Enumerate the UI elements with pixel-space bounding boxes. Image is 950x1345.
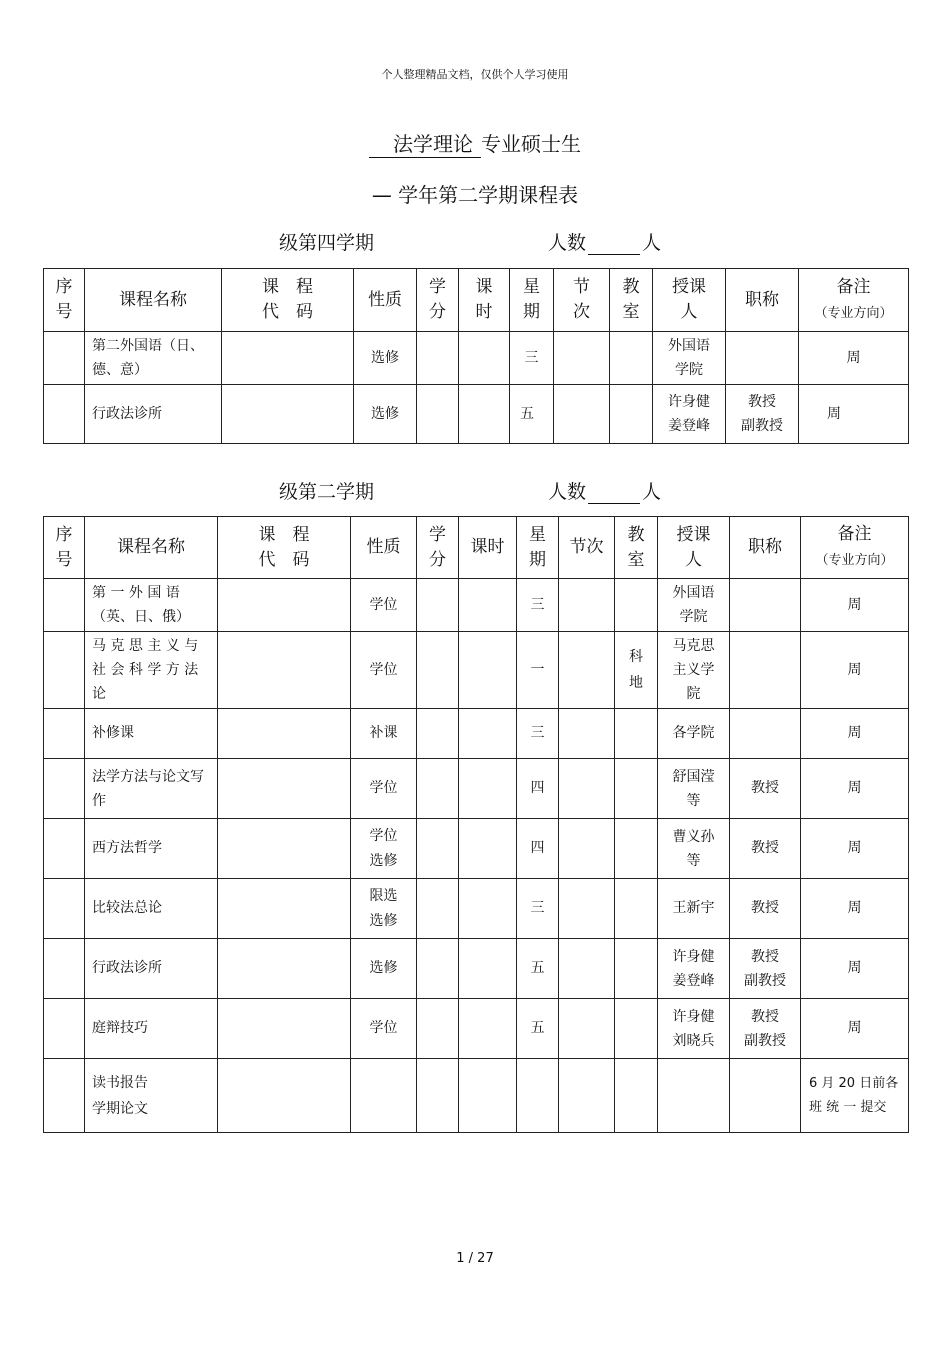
cell-hours (459, 879, 517, 939)
cell-title (726, 332, 799, 385)
section1-count (548, 228, 661, 255)
cell-seq (44, 709, 85, 759)
cell-type: 选修 (351, 939, 417, 999)
cell-name: 补修课 (85, 709, 218, 759)
cell-room (615, 819, 658, 879)
cell-day: 五 (517, 939, 559, 999)
cell-title: 教授 (730, 759, 801, 819)
cell-type: 选修 (354, 332, 417, 385)
cell-period (559, 879, 615, 939)
cell-day: 四 (517, 759, 559, 819)
table-row (44, 385, 909, 444)
cell-name: 西方法哲学 (85, 819, 218, 879)
cell-note: 周 (799, 385, 909, 444)
cell-period (559, 999, 615, 1059)
cell-code (218, 1059, 351, 1133)
cell-note: 6 月 20 日前各 班 统 一 提交 (801, 1059, 909, 1133)
cell-title (730, 709, 801, 759)
cell-note: 周 (801, 579, 909, 632)
cell-teacher: 许身健 姜登峰 (653, 385, 726, 444)
cell-note: 周 (801, 632, 909, 709)
cell-day: 四 (517, 819, 559, 879)
cell-period (559, 709, 615, 759)
cell-hours (459, 709, 517, 759)
cell-credit (417, 939, 459, 999)
cell-day: 一 (517, 632, 559, 709)
header-note: 个人整理精品文档，仅供个人学习使用 (381, 68, 569, 81)
cell-seq (44, 879, 85, 939)
col-credit: 学分 (417, 517, 459, 579)
cell-seq (44, 632, 85, 709)
table-row (44, 632, 909, 709)
cell-code (218, 879, 351, 939)
col-day: 星期 (510, 269, 554, 332)
col-code: 课 程 代 码 (222, 269, 354, 332)
cell-title: 教授 副教授 (726, 385, 799, 444)
cell-teacher: 许身健 刘晓兵 (658, 999, 730, 1059)
col-note (799, 269, 909, 332)
cell-credit (417, 385, 459, 444)
cell-credit (417, 759, 459, 819)
count-unit: 人 (642, 232, 662, 254)
cell-type: 学位 (351, 759, 417, 819)
cell-code (218, 819, 351, 879)
cell-credit (417, 709, 459, 759)
cell-hours (459, 1059, 517, 1133)
col-day: 星期 (517, 517, 559, 579)
section1-label: 级第四学期 (279, 232, 375, 254)
cell-teacher: 马克思主义学院 (658, 632, 730, 709)
cell-credit (417, 579, 459, 632)
cell-note: 周 (801, 819, 909, 879)
table-row (44, 759, 909, 819)
table-row (44, 879, 909, 939)
cell-hours (459, 385, 510, 444)
cell-credit (417, 819, 459, 879)
cell-type: 学位 (351, 579, 417, 632)
cell-credit (417, 632, 459, 709)
cell-seq (44, 385, 85, 444)
cell-credit (417, 999, 459, 1059)
cell-name: 第 一 外 国 语（英、日、俄） (85, 579, 218, 632)
cell-code (218, 579, 351, 632)
cell-name: 第二外国语（日、德、意） (85, 332, 222, 385)
cell-room (610, 332, 653, 385)
cell-hours (459, 939, 517, 999)
col-seq: 序号 (44, 517, 85, 579)
cell-day: 三 (510, 332, 554, 385)
col-period: 节次 (554, 269, 610, 332)
cell-hours (459, 819, 517, 879)
cell-seq (44, 759, 85, 819)
cell-room (615, 999, 658, 1059)
col-note (801, 517, 909, 579)
cell-teacher: 王新宇 (658, 879, 730, 939)
cell-room (615, 579, 658, 632)
cell-teacher: 舒国滢等 (658, 759, 730, 819)
cell-day: 五 (517, 999, 559, 1059)
section2-count (548, 477, 661, 504)
col-name: 课程名称 (85, 269, 222, 332)
col-type: 性质 (354, 269, 417, 332)
cell-period (559, 939, 615, 999)
cell-day (517, 1059, 559, 1133)
cell-name: 法学方法与论文写作 (85, 759, 218, 819)
cell-period (559, 1059, 615, 1133)
cell-period (559, 759, 615, 819)
cell-seq (44, 819, 85, 879)
col-name: 课程名称 (85, 517, 218, 579)
cell-note: 周 (801, 879, 909, 939)
cell-title: 教授 副教授 (730, 999, 801, 1059)
cell-title: 教授 副教授 (730, 939, 801, 999)
cell-code (218, 632, 351, 709)
major-name: 法学理论 (369, 128, 481, 158)
cell-room (615, 1059, 658, 1133)
col-hours: 课时 (459, 269, 510, 332)
col-type: 性质 (351, 517, 417, 579)
col-title: 职称 (726, 269, 799, 332)
table-row (44, 819, 909, 879)
cell-seq (44, 1059, 85, 1133)
page-title (0, 128, 950, 158)
cell-note: 周 (799, 332, 909, 385)
col-room: 教室 (615, 517, 658, 579)
cell-type: 选修 (354, 385, 417, 444)
cell-name: 行政法诊所 (85, 939, 218, 999)
col-hours: 课时 (459, 517, 517, 579)
col-teacher: 授课人 (658, 517, 730, 579)
cell-name: 庭辩技巧 (85, 999, 218, 1059)
cell-credit (417, 1059, 459, 1133)
col-seq: 序号 (44, 269, 85, 332)
col-note-label: 备注 (837, 524, 872, 544)
cell-type: 限选选修 (351, 879, 417, 939)
cell-room (615, 879, 658, 939)
cell-hours (459, 759, 517, 819)
cell-type: 学位 (351, 999, 417, 1059)
cell-note: 周 (801, 999, 909, 1059)
cell-teacher: 外国语学院 (658, 579, 730, 632)
col-note-label: 备注 (836, 276, 871, 297)
cell-code (218, 709, 351, 759)
cell-period (559, 632, 615, 709)
col-room: 教室 (610, 269, 653, 332)
cell-room (615, 709, 658, 759)
cell-credit (417, 879, 459, 939)
table-header-row (44, 517, 909, 579)
count-unit: 人 (642, 481, 662, 503)
cell-day: 三 (517, 709, 559, 759)
cell-seq (44, 939, 85, 999)
cell-title: 教授 (730, 879, 801, 939)
table-row (44, 939, 909, 999)
col-note-sub: （专业方向） (815, 553, 894, 568)
cell-code (218, 999, 351, 1059)
cell-type: 学位选修 (351, 819, 417, 879)
col-teacher: 授课人 (653, 269, 726, 332)
cell-name: 比较法总论 (85, 879, 218, 939)
title-suffix: 专业硕士生 (481, 132, 581, 156)
col-code: 课 程 代 码 (218, 517, 351, 579)
col-title: 职称 (730, 517, 801, 579)
cell-note: 周 (801, 709, 909, 759)
count-label: 人数 (548, 232, 587, 254)
cell-day: 三 (517, 579, 559, 632)
table-row (44, 579, 909, 632)
cell-note: 周 (801, 759, 909, 819)
count-blank (588, 236, 640, 255)
cell-hours (459, 579, 517, 632)
cell-teacher: 各学院 (658, 709, 730, 759)
table-row (44, 709, 909, 759)
cell-code (222, 385, 354, 444)
cell-room (615, 759, 658, 819)
page-subtitle: — 学年第二学期课程表 (371, 183, 579, 207)
cell-type: 补课 (351, 709, 417, 759)
cell-seq (44, 579, 85, 632)
table-row (44, 1059, 909, 1133)
cell-period (554, 332, 610, 385)
cell-name: 行政法诊所 (85, 385, 222, 444)
cell-note: 周 (801, 939, 909, 999)
cell-credit (417, 332, 459, 385)
cell-name: 马 克 思 主 义 与 社 会 科 学 方 法 论 (85, 632, 218, 709)
cell-seq (44, 332, 85, 385)
cell-name: 读书报告 学期论文 (85, 1059, 218, 1133)
cell-period (559, 819, 615, 879)
table-header-row (44, 269, 909, 332)
cell-title (730, 579, 801, 632)
cell-period (554, 385, 610, 444)
cell-teacher (658, 1059, 730, 1133)
col-credit: 学分 (417, 269, 459, 332)
cell-day: 五 (510, 385, 554, 444)
table-row (44, 999, 909, 1059)
cell-teacher: 曹义孙等 (658, 819, 730, 879)
cell-title (730, 632, 801, 709)
course-table-1 (43, 268, 909, 444)
cell-room (615, 939, 658, 999)
col-note-sub: （专业方向） (814, 305, 893, 321)
cell-code (218, 759, 351, 819)
cell-period (559, 579, 615, 632)
count-label: 人数 (548, 481, 587, 503)
cell-teacher: 外国语学院 (653, 332, 726, 385)
cell-room: 科地 (615, 632, 658, 709)
cell-teacher: 许身健 姜登峰 (658, 939, 730, 999)
cell-hours (459, 332, 510, 385)
cell-code (222, 332, 354, 385)
cell-seq (44, 999, 85, 1059)
col-period: 节次 (559, 517, 615, 579)
cell-title: 教授 (730, 819, 801, 879)
count-blank (588, 485, 640, 504)
page-number: 1 / 27 (456, 1251, 494, 1266)
cell-code (218, 939, 351, 999)
section2-label: 级第二学期 (279, 481, 375, 503)
cell-day: 三 (517, 879, 559, 939)
cell-hours (459, 632, 517, 709)
cell-hours (459, 999, 517, 1059)
cell-room (610, 385, 653, 444)
table-row (44, 332, 909, 385)
course-table-2 (43, 516, 909, 1133)
cell-title (730, 1059, 801, 1133)
cell-type: 学位 (351, 632, 417, 709)
cell-type (351, 1059, 417, 1133)
